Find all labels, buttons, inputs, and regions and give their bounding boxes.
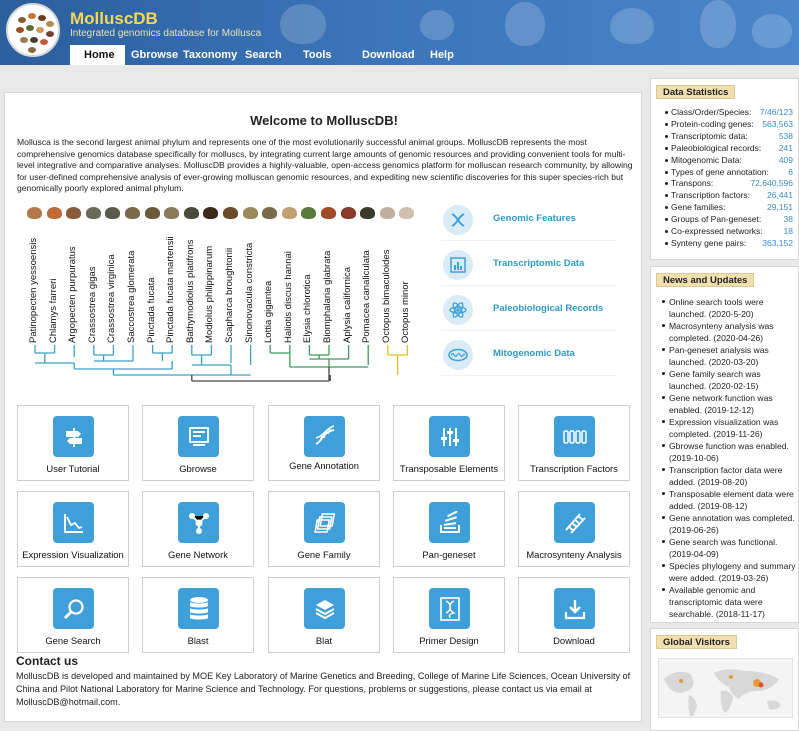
species-shell-icon [262,207,277,219]
stat-label: Transcriptomic data: [671,130,748,141]
stat-row [665,238,793,249]
stat-label: Gene families: [671,202,726,213]
species-label[interactable] [223,233,239,343]
main-panel [4,92,642,722]
site-subtitle: Integrated genomics database for Mollusca [70,28,262,39]
news-item: Species phylogeny and summary were added. (2019-03-26) [661,560,797,584]
species-label[interactable] [66,233,82,343]
stat-value[interactable]: 38 [783,214,793,225]
stat-row [665,119,793,130]
contact-heading: Contact us [16,654,79,668]
dna-helix-icon [443,205,473,235]
species-name: Biomphalaria glabrata [322,250,333,343]
species-name: Pomacea canaliculata [361,250,373,343]
tool-label: Expression Visualization [22,549,124,560]
species-shell-icon [125,207,140,219]
news-list [661,296,797,620]
atom-icon [443,295,473,325]
dna-document-icon [429,588,470,629]
stat-row [665,178,793,189]
feature-label: Genomic Features [493,213,576,224]
tool-blast[interactable] [142,577,254,653]
stat-label: Paleobiological records: [671,142,762,153]
stat-value[interactable]: 72,640,596 [750,178,793,189]
tool-label: Gene Family [297,549,351,560]
browser-screen-icon [178,416,219,457]
species-shell-icon [321,207,336,219]
species-label[interactable] [27,233,43,343]
species-shell-icon [164,207,179,219]
species-label[interactable] [262,233,278,343]
news-item: Gene family search was launched. (2020-02-15) [661,368,797,392]
download-icon [554,588,595,629]
news-item: Gene network function was enabled. (2019-12-12) [661,392,797,416]
news-item: Gene search was functional. (2019-04-09) [661,536,797,560]
stat-label: Types of gene annotation: [671,166,769,177]
stat-value[interactable]: 6 [788,166,793,177]
species-phylogeny [23,205,438,385]
stat-value[interactable]: 363,152 [762,237,793,248]
visitor-world-map[interactable] [658,658,793,718]
tool-label: Blat [315,635,333,646]
feature-label: Mitogenomic Data [493,348,575,359]
news-item: Pan-geneset analysis was launched. (2020-03-20) [661,344,797,368]
species-label[interactable] [184,233,200,343]
feature-list [441,201,616,381]
species-shell-icon [282,207,297,219]
ladder-icon [554,502,595,543]
chart-panel-icon [443,250,473,280]
tool-gene-network[interactable] [142,491,254,567]
species-label[interactable] [321,233,337,343]
species-name: Argopecten purpuratus [67,246,79,343]
stack-tray-icon [429,502,470,543]
species-shell-icon [243,207,258,219]
line-chart-icon [53,502,94,543]
tool-label: Pan-geneset [422,549,476,560]
stat-value[interactable]: 538 [778,130,793,141]
tool-label: Transposable Elements [399,463,499,474]
intro-paragraph: Mollusca is the second largest animal phylum and represents one of the most evolutionarily successful animal groups. MolluscDB represents the most comprehensive genomics database specifically for molluscs, by integrating current large amounts of genomic resources and providing convenient tools for multi-level integrative and comparative analyses. MolluscDB provides a highly-valuable, open-access genomics platform for molluscan research community, by allowing for user-defined comprehensive analysis of ever-growing molluscan genomic resources, and expediting new scientific discoveries for this super species-rich but genomically poorly explored animal phylum. [17,137,633,193]
nav-help[interactable]: Help [430,49,454,61]
mollusc-collage-logo[interactable] [6,3,60,57]
layers-icon [304,588,345,629]
species-label[interactable] [203,233,219,343]
stat-row [665,143,793,154]
species-name: Modiolus philippinarum [204,245,216,343]
tool-transposable-elements[interactable] [393,405,505,481]
magnifier-icon [53,588,94,629]
species-shell-icon [360,207,375,219]
species-label[interactable] [360,233,376,343]
tool-label: Gene Annotation [289,460,359,471]
feature-genomic[interactable] [441,201,616,241]
visitors-box [650,628,799,731]
species-shell-icon [27,207,42,219]
stat-value[interactable]: 18 [783,226,793,236]
stat-row [665,214,793,225]
tool-expression-visualization[interactable] [17,491,129,567]
species-shell-icon [145,207,160,219]
dna-strand-icon [304,416,345,457]
species-name: Sinonovacula constricta [243,242,255,343]
data-statistics-box [650,78,799,260]
welcome-title: Welcome to MolluscDB! [250,113,398,128]
nav-search[interactable]: Search [245,49,282,61]
stat-label: Class/Order/Species: [671,107,752,117]
species-label[interactable] [164,233,180,343]
tool-label: Download [553,635,595,646]
stat-row [665,131,793,142]
species-name: Haliotis discus hannai [282,251,294,343]
nav-gbrowse[interactable]: Gbrowse [131,49,179,61]
species-shell-icon [86,207,101,219]
species-name: Pinctada fucata [145,277,157,343]
stat-value[interactable]: 563,563 [762,118,793,129]
species-shell-icon [223,207,238,219]
species-name: Octopus bimaculoides [380,249,392,343]
species-name: Pinctada fucata martensii [165,236,177,343]
stat-label: Synteny gene pairs: [671,237,747,248]
species-shell-icon [184,207,199,219]
species-name: Aplysia californica [341,266,353,343]
news-item: Gene annotation was completed. (2019-06-26) [661,512,797,536]
species-name: Saccostrea glomerata [126,250,137,343]
tool-gene-annotation[interactable] [268,405,380,481]
news-item: Expression visualization was completed. (2019-11-26) [661,416,797,440]
feature-label: Transcriptomic Data [493,258,585,269]
database-icon [178,588,219,629]
species-label[interactable] [399,233,415,343]
stat-label: Transpons: [671,178,714,189]
species-shell-icon [380,207,395,219]
contact-text: MolluscDB is developed and maintained by MOE Key Laboratory of Marine Genetics and Breeding, College of Marine Life Sciences, Ocean University of China and Pilot National Laboratory for Marine Science and Technology. For questions, problems or suggestions, please contact us via email at MolluscDB@hotmail.com. [16,671,631,707]
species-label[interactable] [86,233,102,343]
news-item: Transposable element data were added. (2019-08-12) [661,488,797,512]
tool-label: Primer Design [419,635,479,646]
news-box [650,266,799,623]
tool-download[interactable] [518,577,630,653]
news-item: Macrosynteny analysis was completed. (2020-04-26) [661,320,797,344]
tool-label: Gene Network [168,549,228,560]
species-name: Bathymodiolus platifrons [184,239,196,343]
feature-paleobiological[interactable] [441,291,616,331]
shell-decoration [752,14,792,48]
stat-label: Groups of Pan-geneset: [671,214,762,225]
nav-tools[interactable]: Tools [303,49,332,61]
stat-value[interactable]: 29,151 [767,202,793,213]
tool-label: Gbrowse [179,463,217,474]
main-nav [70,45,470,65]
stat-row [665,190,793,201]
sliders-icon [429,416,470,457]
visitors-title: Global Visitors [656,635,737,649]
species-name: Patinopecten yessoensis [28,237,39,343]
stat-label: Transcription factors: [671,190,751,201]
species-label[interactable] [243,233,259,343]
species-label[interactable] [380,233,396,343]
species-shell-icon [301,207,316,219]
shell-decoration [610,8,654,44]
nav-home[interactable]: Home [70,45,125,65]
species-shell-icon [341,207,356,219]
news-item: Online search tools were launched. (2020-5-20) [661,296,797,320]
stat-value[interactable]: 26,441 [767,190,793,201]
stat-row [665,107,793,118]
news-title: News and Updates [656,273,754,287]
tool-transcription-factors[interactable] [518,405,630,481]
tool-pan-geneset[interactable] [393,491,505,567]
species-shell-icon [105,207,120,219]
tool-label: Blast [187,635,209,646]
tool-macrosynteny-analysis[interactable] [518,491,630,567]
species-shell-icon [47,207,62,219]
stat-row [665,226,793,237]
signpost-icon [53,416,94,457]
network-icon [178,502,219,543]
tool-label: Transcription Factors [530,463,618,474]
species-name: Chlamys farreri [47,278,59,343]
species-label[interactable] [47,233,63,343]
stat-row [665,167,793,178]
tool-label: Gene Search [45,635,101,646]
shell-decoration [505,2,545,46]
tool-user-tutorial[interactable] [17,405,129,481]
nav-taxonomy[interactable]: Taxonomy [183,49,238,61]
mitochondrion-icon [443,340,473,370]
news-item: Available genomic and transcriptomic data were searchable. (2018-11-17) [661,584,797,620]
dna-blocks-icon [554,416,595,457]
site-header [0,0,799,65]
stat-value[interactable]: 7/46/123 [759,107,793,117]
stat-label: Co-expressed networks: [671,226,763,236]
species-shell-icon [203,207,218,219]
species-name: Crassostrea gigas [86,266,98,343]
news-item: Gbrowse function was enabled. (2019-10-06) [661,440,797,464]
species-label[interactable] [125,233,141,343]
data-statistics-title: Data Statistics [656,85,735,99]
shell-decoration [700,0,736,48]
species-name: Octopus minor [400,281,412,343]
stat-value[interactable]: 409 [778,154,793,165]
tool-label: Macrosynteny Analysis [526,549,622,560]
stat-row [665,202,793,213]
tool-blat[interactable] [268,577,380,653]
tool-gene-search[interactable] [17,577,129,653]
feature-label: Paleobiological Records [493,303,604,314]
species-name: Lottia gigantea [263,280,275,343]
species-name: Scapharca broughtonii [224,247,235,343]
species-shell-icon [66,207,81,219]
species-name: Elysia chlorotica [302,274,314,343]
species-label[interactable] [341,233,357,343]
feature-mitogenomic[interactable] [441,336,616,376]
species-name: Crassostrea virginica [106,254,118,343]
stat-label: Mitogenomic Data: [671,154,742,165]
shell-decoration [420,10,454,40]
stat-value[interactable]: 241 [778,142,793,153]
species-label[interactable] [105,233,121,343]
tool-primer-design[interactable] [393,577,505,653]
tool-gene-family[interactable] [268,491,380,567]
stacked-sheets-icon [304,502,345,543]
feature-transcriptomic[interactable] [441,246,616,286]
stat-label: Protein-coding genes: [671,118,754,129]
news-item: Transcription factor data were added. (2019-08-20) [661,464,797,488]
species-label[interactable] [145,233,161,343]
stat-row [665,155,793,166]
species-label[interactable] [282,233,298,343]
shell-decoration [280,4,326,44]
species-label[interactable] [301,233,317,343]
nav-download[interactable]: Download [362,49,415,61]
species-shell-icon [399,207,414,219]
site-title[interactable]: MolluscDB [70,9,158,28]
tool-label: User Tutorial [46,463,100,474]
tool-gbrowse[interactable] [142,405,254,481]
